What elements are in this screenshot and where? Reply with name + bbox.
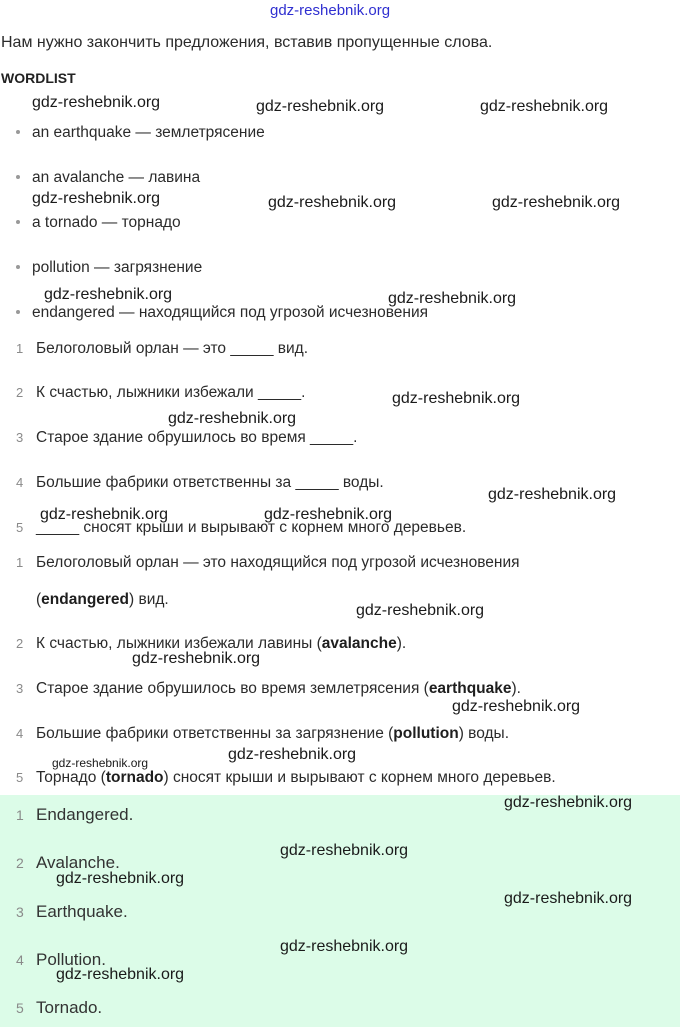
answer-item: 2 Avalanche. xyxy=(16,853,120,872)
wordlist-item: endangered — находящийся под угрозой исчезновения xyxy=(16,304,428,322)
filled-sentence: 1 Белоголовый орлан — это находящийся под угрозой исчезновения xyxy=(16,554,520,571)
watermark: gdz-reshebnik.org xyxy=(228,746,357,763)
bullet-icon xyxy=(16,220,20,224)
bullet-icon xyxy=(16,310,20,314)
bullet-icon xyxy=(16,130,20,134)
watermark: gdz-reshebnik.org xyxy=(56,870,185,887)
filled-sentence: 4 Большие фабрики ответственны за загрязнение (pollution) воды. xyxy=(16,725,510,742)
watermark: gdz-reshebnik.org xyxy=(280,842,409,859)
watermark: gdz-reshebnik.org xyxy=(264,506,393,523)
watermark: gdz-reshebnik.org xyxy=(32,190,161,207)
watermark: gdz-reshebnik.org xyxy=(132,650,261,667)
watermark: gdz-reshebnik.org xyxy=(44,286,173,303)
watermark: gdz-reshebnik.org xyxy=(32,94,161,111)
watermark: gdz-reshebnik.org xyxy=(256,98,385,115)
wordlist-item: an avalanche — лавина xyxy=(16,169,200,187)
wordlist-heading: WORDLIST xyxy=(1,70,76,86)
exercise-item: 1 Белоголовый орлан — это _____ вид. xyxy=(16,340,309,357)
answer-word: pollution xyxy=(393,725,459,742)
watermark: gdz-reshebnik.org xyxy=(504,794,633,811)
answer-item: 5 Tornado. xyxy=(16,998,103,1017)
exercise-item: 3 Старое здание обрушилось во время _____. xyxy=(16,429,358,446)
answer-item: 1 Endangered. xyxy=(16,805,134,824)
watermark: gdz-reshebnik.org xyxy=(388,290,517,307)
task-intro: Нам нужно закончить предложения, вставив пропущенные слова. xyxy=(1,34,493,51)
watermark: gdz-reshebnik.org xyxy=(280,938,409,955)
filled-sentence: 3 Старое здание обрушилось во время землетрясения (earthquake). xyxy=(16,680,521,697)
watermark: gdz-reshebnik.org xyxy=(392,390,521,407)
wordlist-item: pollution — загрязнение xyxy=(16,259,202,277)
answer-item: 3 Earthquake. xyxy=(16,902,128,921)
watermark: gdz-reshebnik.org xyxy=(504,890,633,907)
answer-word: earthquake xyxy=(428,680,512,697)
filled-sentence: 5 Торнадо (tornado) сносят крыши и вырывают с корнем много деревьев. xyxy=(16,769,556,786)
filled-sentence-continuation: (endangered) вид. xyxy=(36,591,169,608)
exercise-item: 2 К счастью, лыжники избежали _____. xyxy=(16,384,306,401)
watermark: gdz-reshebnik.org xyxy=(356,602,485,619)
watermark: gdz-reshebnik.org xyxy=(480,98,609,115)
exercise-item: 5 _____ сносят крыши и вырывают с корнем много деревьев. xyxy=(16,519,467,536)
answer-word: avalanche xyxy=(321,635,397,652)
watermark: gdz-reshebnik.org xyxy=(452,698,581,715)
bullet-icon xyxy=(16,175,20,179)
wordlist-item: a tornado — торнадо xyxy=(16,214,181,232)
site-title[interactable]: gdz-reshebnik.org xyxy=(270,2,391,19)
watermark: gdz-reshebnik.org xyxy=(56,966,185,983)
answer-word: endangered xyxy=(41,591,130,608)
answer-word: tornado xyxy=(105,769,164,786)
bullet-icon xyxy=(16,265,20,269)
watermark: gdz-reshebnik.org xyxy=(488,486,617,503)
filled-sentence: 2 К счастью, лыжники избежали лавины (avalanche). xyxy=(16,635,407,652)
watermark: gdz-reshebnik.org xyxy=(492,194,621,211)
exercise-item: 4 Большие фабрики ответственны за _____ воды. xyxy=(16,474,384,491)
watermark: gdz-reshebnik.org xyxy=(52,756,149,770)
watermark: gdz-reshebnik.org xyxy=(168,410,297,427)
watermark: gdz-reshebnik.org xyxy=(268,194,397,211)
wordlist-item: an earthquake — землетрясение xyxy=(16,124,265,142)
watermark: gdz-reshebnik.org xyxy=(40,506,169,523)
answer-item: 4 Pollution. xyxy=(16,950,106,969)
